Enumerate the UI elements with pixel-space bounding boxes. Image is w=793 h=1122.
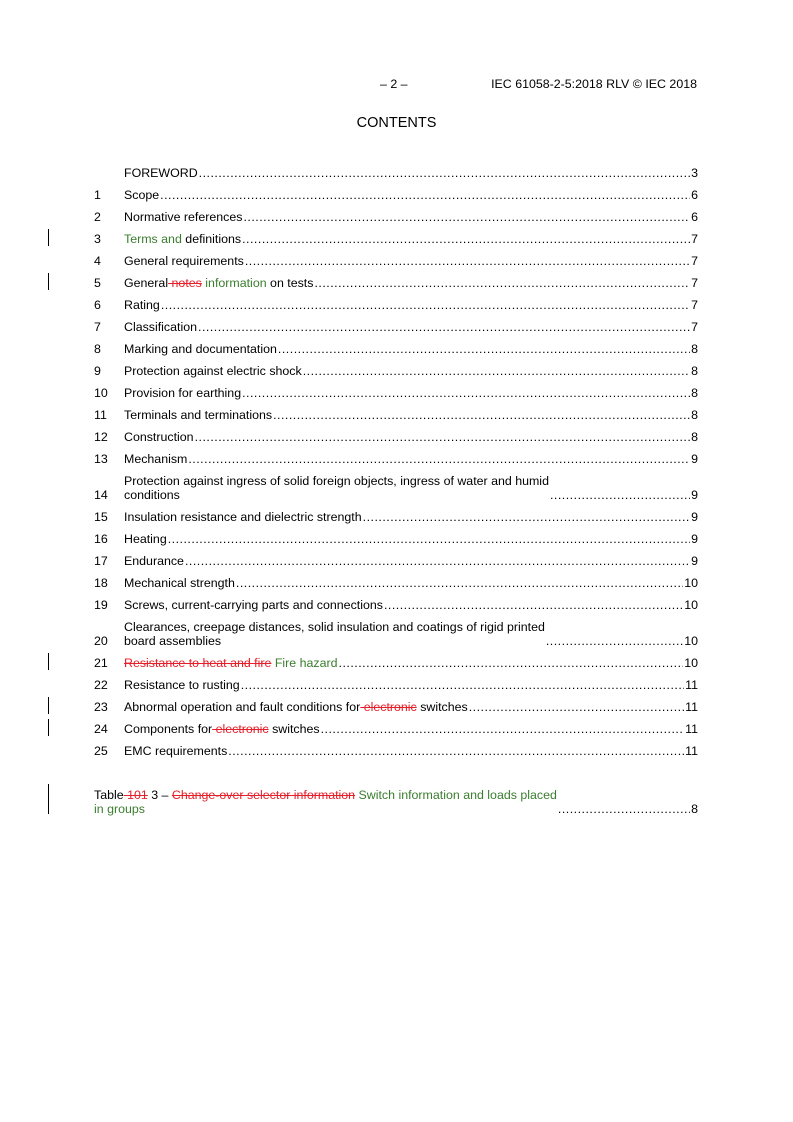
entry-text: Abnormal operation and fault conditions for xyxy=(124,700,361,714)
deleted-text: electronic xyxy=(360,700,417,714)
page-ref: 11 xyxy=(685,722,698,736)
entry-title xyxy=(124,722,320,736)
page-ref: 10 xyxy=(684,598,698,612)
entry-title xyxy=(124,678,240,692)
entry-text: on tests xyxy=(266,276,314,290)
clause-number: 22 xyxy=(94,678,108,692)
clause-number: 17 xyxy=(94,554,108,568)
page-ref: 7 xyxy=(691,254,698,268)
page-ref: 11 xyxy=(685,700,698,714)
entry-title xyxy=(124,620,545,648)
entry-text: Screws, current-carrying parts and connections xyxy=(124,598,383,612)
page-ref: 11 xyxy=(685,744,698,758)
toc-entry[interactable] xyxy=(94,246,698,268)
inserted-text: Switch information and loads placed xyxy=(355,788,557,802)
page-ref: 9 xyxy=(691,488,698,502)
toc-entry[interactable] xyxy=(94,444,698,466)
page-ref: 9 xyxy=(691,510,698,524)
page-ref: 7 xyxy=(691,232,698,246)
page-ref: 9 xyxy=(691,554,698,568)
entry-title xyxy=(124,532,167,546)
toc-entry[interactable] xyxy=(94,546,698,568)
page-ref: 9 xyxy=(691,452,698,466)
entry-title xyxy=(124,474,549,502)
dot-leader xyxy=(384,598,683,612)
change-bar xyxy=(48,697,49,714)
page-ref: 10 xyxy=(684,634,698,648)
clause-number: 14 xyxy=(94,488,108,502)
inserted-text: information xyxy=(201,276,267,290)
clause-number: 7 xyxy=(94,320,101,334)
dot-leader xyxy=(245,254,690,268)
toc-entry[interactable] xyxy=(94,736,698,758)
page-ref: 6 xyxy=(691,188,698,202)
clause-number: 19 xyxy=(94,598,108,612)
page-ref: 9 xyxy=(691,532,698,546)
dot-leader xyxy=(198,320,690,334)
toc-entry[interactable] xyxy=(94,648,698,670)
entry-text: Protection against electric shock xyxy=(124,364,302,378)
dot-leader xyxy=(168,532,690,546)
clause-number: 3 xyxy=(94,232,101,246)
table-of-contents xyxy=(94,158,698,816)
entry-title-line1 xyxy=(94,788,557,802)
page-ref: 7 xyxy=(691,276,698,290)
clause-number: 10 xyxy=(94,386,108,400)
entry-text: Heating xyxy=(124,532,167,546)
page-title: CONTENTS xyxy=(356,115,437,131)
entry-text: Components for xyxy=(124,722,213,736)
entry-title xyxy=(124,188,159,202)
inserted-text: in groups xyxy=(94,802,145,816)
page-header xyxy=(0,77,793,93)
dot-leader xyxy=(243,210,690,224)
deleted-text: electronic xyxy=(212,722,269,736)
clause-number: 6 xyxy=(94,298,101,312)
toc-entry[interactable] xyxy=(94,400,698,422)
entry-title xyxy=(124,254,244,268)
entry-text: Scope xyxy=(124,188,160,202)
dot-leader xyxy=(228,744,684,758)
page-ref: 8 xyxy=(691,386,698,400)
entry-title xyxy=(124,232,241,246)
dot-leader xyxy=(546,634,683,648)
deleted-text: Change-over selector information xyxy=(171,788,356,802)
toc-entry[interactable] xyxy=(94,422,698,444)
entry-text: EMC requirements xyxy=(124,744,228,758)
toc-entry[interactable] xyxy=(94,334,698,356)
clause-number: 23 xyxy=(94,700,108,714)
entry-text: Classification xyxy=(124,320,197,334)
clause-number: 25 xyxy=(94,744,108,758)
clause-number: 16 xyxy=(94,532,108,546)
toc-entry[interactable] xyxy=(94,714,698,736)
entry-text: Terminals and terminations xyxy=(124,408,273,422)
toc-entry[interactable] xyxy=(94,612,698,648)
dot-leader xyxy=(199,166,690,180)
entry-text: switches xyxy=(268,722,320,736)
toc-entry[interactable] xyxy=(94,158,698,180)
entry-text: 3 – xyxy=(147,788,172,802)
dot-leader xyxy=(185,554,690,568)
dot-leader xyxy=(469,700,684,714)
clause-number: 11 xyxy=(94,408,107,422)
section-gap xyxy=(94,758,698,780)
entry-title xyxy=(124,656,338,670)
entry-title xyxy=(124,452,187,466)
toc-entry[interactable] xyxy=(94,692,698,714)
entry-title xyxy=(124,744,227,758)
page-ref: 8 xyxy=(691,364,698,378)
entry-title xyxy=(124,386,241,400)
page-ref: 7 xyxy=(691,298,698,312)
entry-text: General xyxy=(124,276,169,290)
entry-text: Marking and documentation xyxy=(124,342,277,356)
dot-leader xyxy=(321,722,685,736)
dot-leader xyxy=(339,656,684,670)
clause-number: 13 xyxy=(94,452,108,466)
page-number: – 2 – xyxy=(380,77,408,91)
dot-leader xyxy=(273,408,690,422)
entry-text: Rating xyxy=(124,298,160,312)
clause-number: 8 xyxy=(94,342,101,356)
dot-leader xyxy=(550,488,690,502)
clause-number: 18 xyxy=(94,576,108,590)
toc-entry[interactable] xyxy=(94,268,698,290)
page-ref: 3 xyxy=(691,166,698,180)
entry-title xyxy=(124,210,242,224)
clause-number: 9 xyxy=(94,364,101,378)
document-id: IEC 61058-2-5:2018 RLV © IEC 2018 xyxy=(491,77,697,91)
dot-leader xyxy=(242,232,690,246)
entry-title xyxy=(124,166,198,180)
entry-text: switches xyxy=(416,700,468,714)
deleted-text: 101 xyxy=(123,788,148,802)
entry-text: General requirements xyxy=(124,254,244,268)
entry-title xyxy=(124,320,197,334)
entry-title xyxy=(124,276,313,290)
toc-entry[interactable] xyxy=(94,224,698,246)
clause-number: 20 xyxy=(94,634,108,648)
entry-title-line1: Protection against ingress of solid foreign objects, ingress of water and humid xyxy=(124,474,549,488)
toc-entry[interactable] xyxy=(94,568,698,590)
entry-title xyxy=(94,788,557,816)
change-bar xyxy=(48,653,49,670)
entry-title xyxy=(124,510,362,524)
entry-title xyxy=(124,700,468,714)
dot-leader xyxy=(188,452,690,466)
toc-entry[interactable] xyxy=(94,502,698,524)
dot-leader xyxy=(278,342,690,356)
entry-title xyxy=(124,576,235,590)
change-bar xyxy=(48,784,49,814)
toc-entry[interactable] xyxy=(94,378,698,400)
clause-number: 4 xyxy=(94,254,101,268)
clause-number: 12 xyxy=(94,430,108,444)
clause-number: 1 xyxy=(94,188,101,202)
page-ref: 10 xyxy=(684,576,698,590)
change-bar xyxy=(48,273,49,290)
entry-text: Mechanical strength xyxy=(124,576,235,590)
dot-leader xyxy=(363,510,690,524)
change-bar xyxy=(48,719,49,736)
page-ref: 8 xyxy=(691,430,698,444)
entry-text: Provision for earthing xyxy=(124,386,242,400)
entry-text: board assemblies xyxy=(124,634,222,648)
entry-title xyxy=(124,554,184,568)
toc-entry[interactable] xyxy=(94,290,698,312)
entry-text: FOREWORD xyxy=(124,166,198,180)
page-ref: 11 xyxy=(685,678,698,692)
entry-title xyxy=(124,430,194,444)
entry-text: Construction xyxy=(124,430,194,444)
clause-number: 24 xyxy=(94,722,108,736)
page-ref: 6 xyxy=(691,210,698,224)
entry-title xyxy=(124,598,383,612)
toc-entry[interactable] xyxy=(94,356,698,378)
dot-leader xyxy=(558,802,690,816)
entry-text: definitions xyxy=(181,232,242,246)
dot-leader xyxy=(241,678,684,692)
entry-title-line1: Clearances, creepage distances, solid insulation and coatings of rigid printed xyxy=(124,620,545,634)
page-ref: 7 xyxy=(691,320,698,334)
dot-leader xyxy=(195,430,691,444)
deleted-text: Resistance to heat and fire xyxy=(124,656,272,670)
page-ref: 8 xyxy=(691,408,698,422)
entry-title xyxy=(124,364,302,378)
clause-number: 2 xyxy=(94,210,101,224)
toc-entry[interactable] xyxy=(94,202,698,224)
inserted-text: Terms and xyxy=(124,232,182,246)
toc-entry[interactable] xyxy=(94,670,698,692)
entry-title xyxy=(124,408,272,422)
dot-leader xyxy=(161,298,690,312)
entry-text: Mechanism xyxy=(124,452,188,466)
toc-entry[interactable] xyxy=(94,590,698,612)
clause-number: 15 xyxy=(94,510,108,524)
entry-text: Resistance to rusting xyxy=(124,678,240,692)
entry-text: Normative references xyxy=(124,210,243,224)
page-ref: 10 xyxy=(684,656,698,670)
toc-entry[interactable] xyxy=(94,524,698,546)
deleted-text: notes xyxy=(168,276,202,290)
dot-leader xyxy=(242,386,690,400)
clause-number: 5 xyxy=(94,276,101,290)
dot-leader xyxy=(236,576,683,590)
toc-entry[interactable] xyxy=(94,466,698,502)
dot-leader xyxy=(160,188,690,202)
clause-number: 21 xyxy=(94,656,108,670)
dot-leader xyxy=(303,364,690,378)
toc-entry[interactable] xyxy=(94,180,698,202)
change-bar xyxy=(48,229,49,246)
entry-text: Endurance xyxy=(124,554,184,568)
entry-text: conditions xyxy=(124,488,180,502)
entry-text: Table xyxy=(94,788,124,802)
inserted-text: Fire hazard xyxy=(271,656,338,670)
entry-title xyxy=(124,342,277,356)
page-ref: 8 xyxy=(691,342,698,356)
toc-entry[interactable] xyxy=(94,312,698,334)
entry-text: Insulation resistance and dielectric strength xyxy=(124,510,362,524)
entry-title xyxy=(124,298,160,312)
page-ref: 8 xyxy=(691,802,698,816)
list-of-tables-entry[interactable] xyxy=(94,780,698,816)
dot-leader xyxy=(314,276,690,290)
